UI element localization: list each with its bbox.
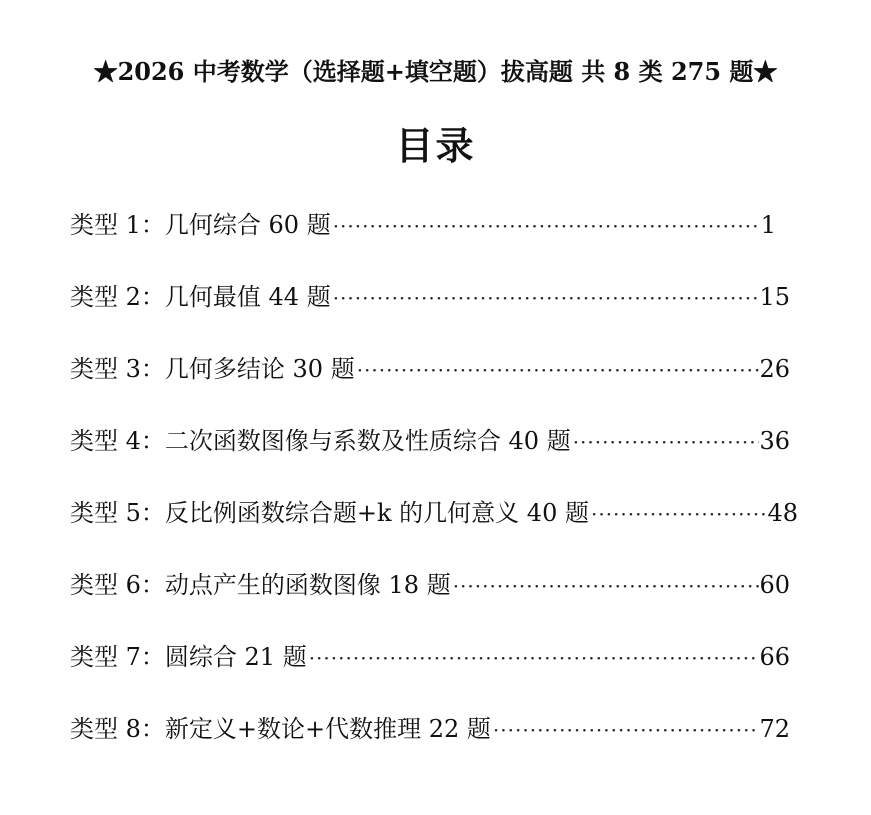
- toc-dot-leader: [451, 568, 760, 604]
- toc-dot-leader: [331, 280, 760, 316]
- toc-entry-label: 类型 5：反比例函数综合题+k 的几何意义 40 题: [70, 499, 589, 527]
- toc-dot-leader: [491, 712, 760, 748]
- toc-entry-page: 15: [759, 283, 790, 311]
- toc-entry-type-4[interactable]: [70, 423, 790, 459]
- toc-entry-type-2[interactable]: [70, 279, 790, 315]
- toc-heading: 目录: [395, 123, 476, 168]
- toc-entry-label: 类型 7：圆综合 21 题: [70, 643, 307, 671]
- toc-entry-page: 48: [767, 499, 798, 527]
- document-title: ★2026 中考数学（选择题+填空题）拔高题 共 8 类 275 题★: [93, 57, 778, 86]
- toc-entry-label: 类型 8：新定义+数论+代数推理 22 题: [70, 715, 491, 743]
- toc-entry-type-3[interactable]: [70, 351, 790, 387]
- toc-entry-type-1[interactable]: [70, 207, 776, 243]
- toc-entry-page: 1: [760, 211, 776, 239]
- toc-entry-label: 类型 3：几何多结论 30 题: [70, 355, 355, 383]
- toc-dot-leader: [355, 352, 760, 388]
- toc-entry-type-5[interactable]: [70, 495, 798, 531]
- toc-dot-leader: [307, 640, 760, 676]
- toc-entry-type-6[interactable]: [70, 567, 790, 603]
- toc-entry-page: 26: [759, 355, 790, 383]
- toc-entry-label: 类型 2：几何最值 44 题: [70, 283, 331, 311]
- toc-entry-label: 类型 1：几何综合 60 题: [70, 211, 331, 239]
- toc-dot-leader: [571, 424, 760, 460]
- toc-entry-type-7[interactable]: [70, 639, 790, 675]
- toc-entry-page: 66: [759, 643, 790, 671]
- toc-entry-page: 36: [759, 427, 790, 455]
- toc-entry-type-8[interactable]: [70, 711, 790, 747]
- toc-dot-leader: [331, 208, 761, 244]
- toc-entry-label: 类型 6：动点产生的函数图像 18 题: [70, 571, 451, 599]
- toc-entry-page: 60: [759, 571, 790, 599]
- toc-dot-leader: [589, 496, 767, 532]
- toc-entry-label: 类型 4：二次函数图像与系数及性质综合 40 题: [70, 427, 571, 455]
- toc-entry-page: 72: [759, 715, 790, 743]
